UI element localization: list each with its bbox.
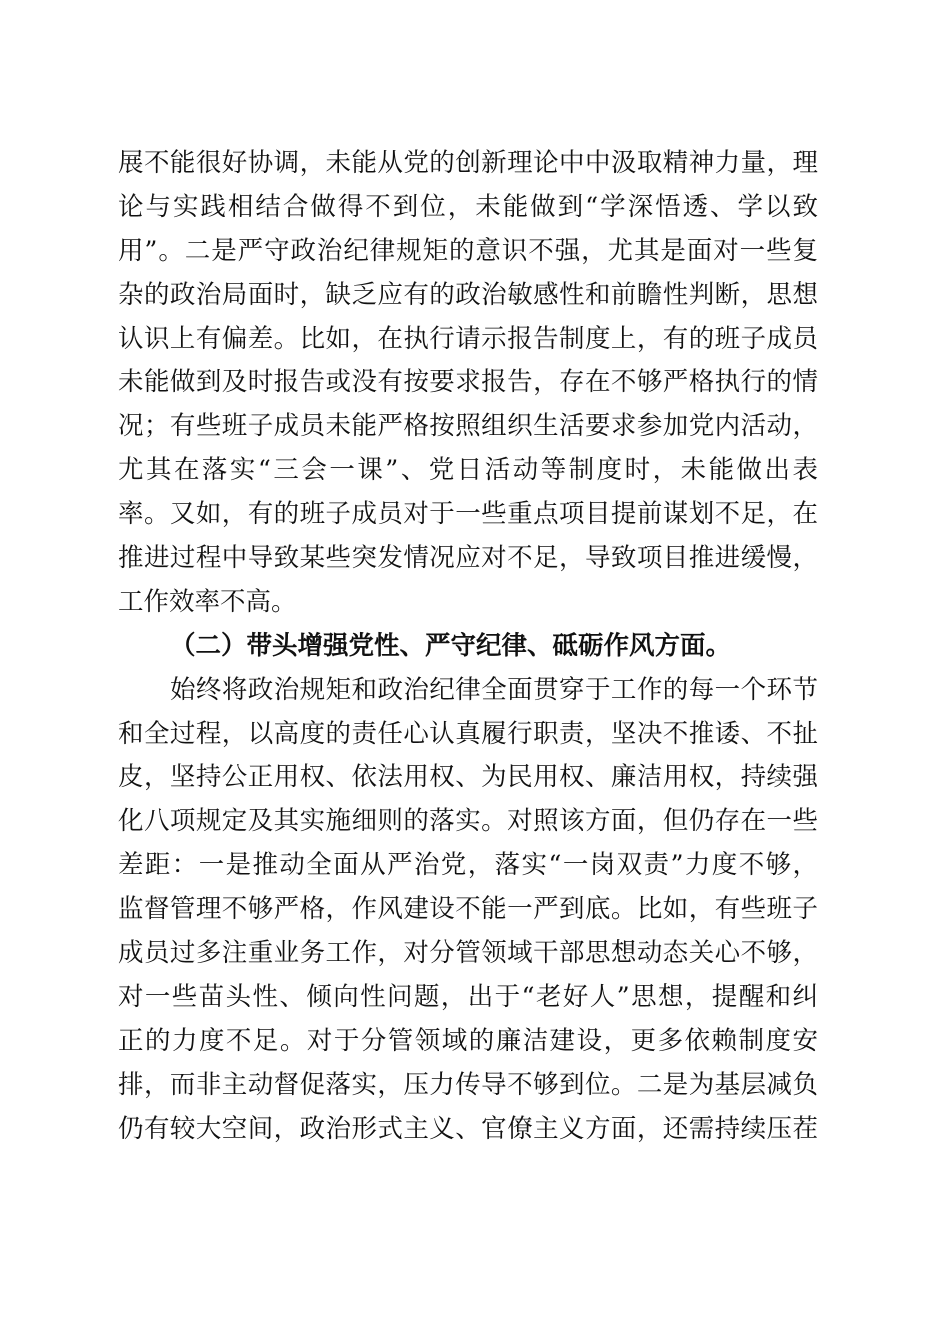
paragraph-line: 展不能很好协调，未能从党的创新理论中中汲取精神力量，理 <box>118 148 818 178</box>
paragraph-line: 工作效率不高。 <box>118 586 297 617</box>
paragraph-line: 化八项规定及其实施细则的落实。对照该方面，但仍存在一些 <box>118 806 818 837</box>
paragraph-line: 成员过多注重业务工作，对分管领域干部思想动态关心不够， <box>118 938 818 969</box>
paragraph-line: 始终将政治规矩和政治纪律全面贯穿于工作的每一个环节 <box>170 674 818 705</box>
paragraph-line: 尤其在落实“三会一课”、党日活动等制度时，未能做出表 <box>118 455 818 486</box>
paragraph-line: 正的力度不足。对于分管领域的廉洁建设，更多依赖制度安 <box>118 1025 818 1056</box>
paragraph-line: 排，而非主动督促落实，压力传导不够到位。二是为基层减负 <box>118 1069 818 1100</box>
paragraph-line: 对一些苗头性、倾向性问题，出于“老好人”思想，提醒和纠 <box>118 981 818 1012</box>
paragraph-line: 推进过程中导致某些突发情况应对不足，导致项目推进缓慢， <box>118 543 818 574</box>
paragraph-line: 率。又如，有的班子成员对于一些重点项目提前谋划不足，在 <box>118 499 818 530</box>
paragraph-line: 未能做到及时报告或没有按要求报告，存在不够严格执行的情 <box>118 367 818 398</box>
paragraph-line: 和全过程，以高度的责任心认真履行职责，坚决不推诿、不扯 <box>118 718 818 749</box>
paragraph-line: 杂的政治局面时，缺乏应有的政治敏感性和前瞻性判断，思想 <box>118 279 818 310</box>
paragraph-line: 差距：一是推动全面从严治党，落实“一岗双责”力度不够， <box>118 850 818 881</box>
section-heading: （二）带头增强党性、严守纪律、砥砺作风方面。 <box>170 630 732 661</box>
paragraph-line: 皮，坚持公正用权、依法用权、为民用权、廉洁用权，持续强 <box>118 762 818 793</box>
paragraph-line: 认识上有偏差。比如，在执行请示报告制度上，有的班子成员 <box>118 323 818 354</box>
paragraph-line: 况；有些班子成员未能严格按照组织生活要求参加党内活动， <box>118 411 818 442</box>
document-body <box>118 142 818 1151</box>
paragraph-line: 论与实践相结合做得不到位，未能做到“学深悟透、学以致 <box>118 191 818 222</box>
paragraph-line: 仍有较大空间，政治形式主义、官僚主义方面，还需持续压茬 <box>118 1113 818 1144</box>
paragraph-line: 监督管理不够严格，作风建设不能一严到底。比如，有些班子 <box>118 894 818 925</box>
paragraph-line: 用”。二是严守政治纪律规矩的意识不强，尤其是面对一些复 <box>118 235 818 266</box>
